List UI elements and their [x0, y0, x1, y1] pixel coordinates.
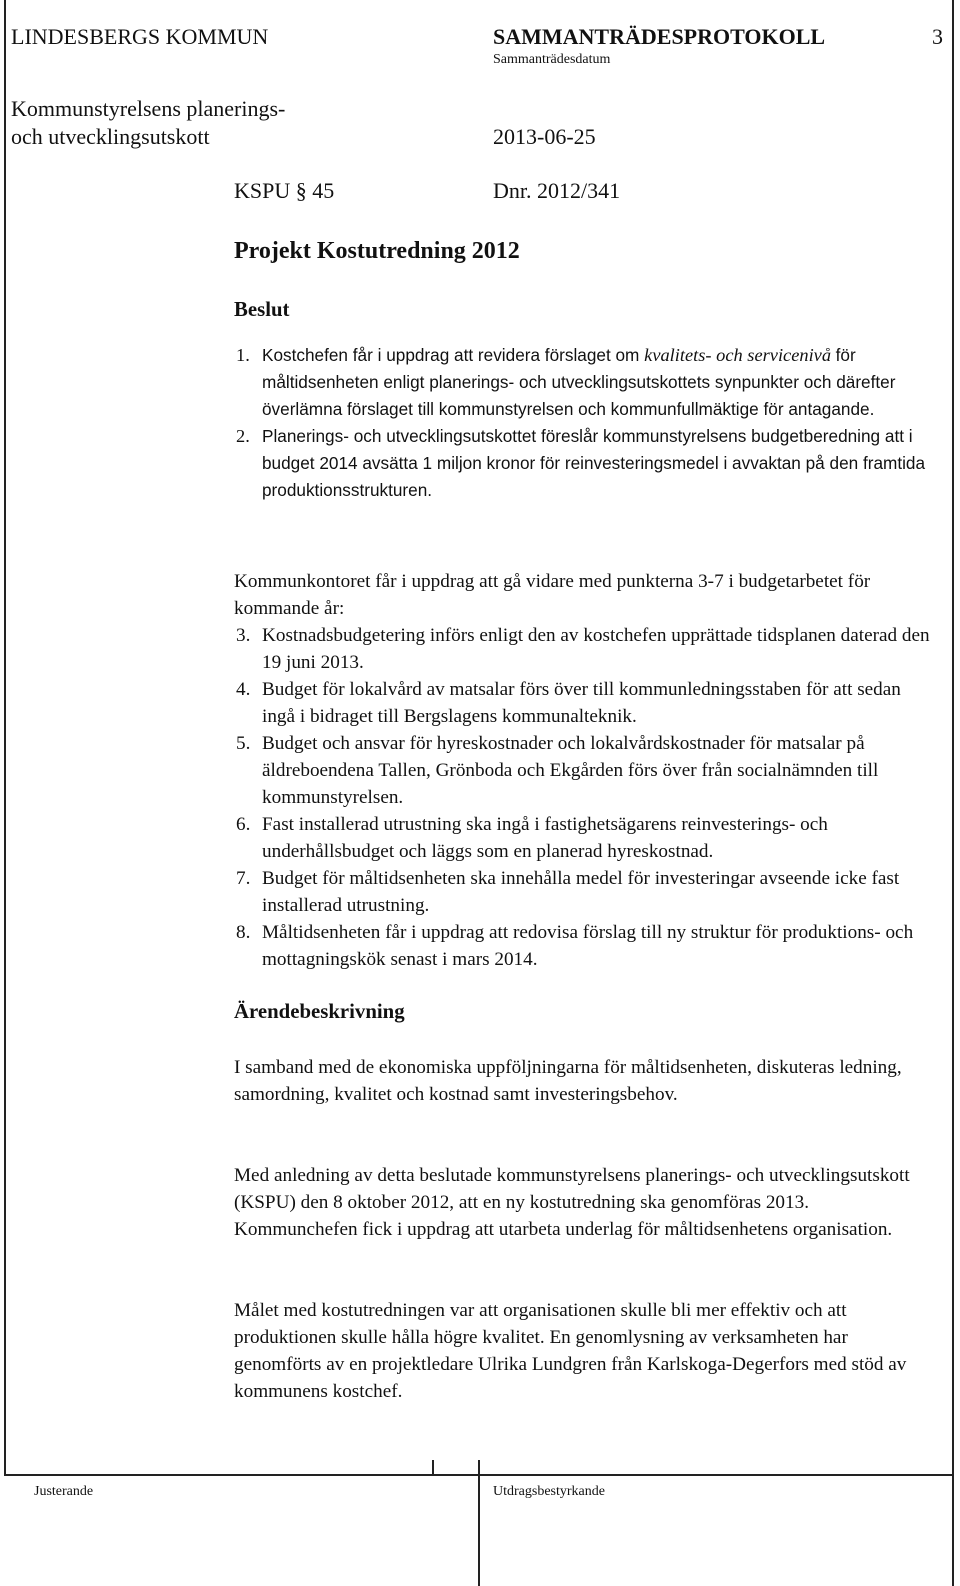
decision-list-top — [236, 342, 936, 504]
meeting-date-label: Sammanträdesdatum — [493, 52, 611, 67]
footer-signed-by-label: Justerande — [34, 1484, 94, 1499]
decision-item-6 — [236, 811, 936, 865]
decision-intro: Kommunkontoret får i uppdrag att gå vidare med punkterna 3-7 i budgetarbetet för kommande år: — [234, 571, 871, 619]
decision-item-text: Måltidsenheten får i uppdrag att redovisa förslag till ny struktur för produktions- och mottagningskök senast i mars 2014. — [262, 922, 914, 970]
description-paragraph-3: Målet med kostutredningen var att organisationen skulle bli mer effektiv och att produktionen skulle hålla högre kvalitet. En genomlysning av verksamheten har genomförts av en projektledare Ulrika Lundgren från Karlskoga-Degerfors med stöd av kommunens kostchef. — [234, 1300, 907, 1402]
decision-item-number: 3. — [236, 625, 251, 646]
decision-item-5 — [236, 730, 936, 811]
decision-item-text: Budget för lokalvård av matsalar förs över till kommunledningsstaben för att sedan ingå i bidraget till Bergslagens kommunalteknik. — [262, 679, 901, 727]
committee-name-line1: Kommunstyrelsens planerings- — [11, 96, 286, 121]
decision-item-text: Budget för måltidsenheten ska innehålla medel för investeringar avseende icke fast installerad utrustning. — [262, 868, 900, 916]
decision-item-number: 7. — [236, 868, 251, 889]
decision-item-number: 1. — [236, 345, 250, 365]
decision-item-text-emphasis: kvalitets- och servicenivå — [644, 345, 832, 365]
decision-item-text-start: Kostchefen får i uppdrag att revidera förslaget om — [262, 345, 645, 365]
decision-item-text: Budget och ansvar för hyreskostnader och lokalvårdskostnader för matsalar på äldreboendena Tallen, Grönboda och Ekgården förs över från socialnämnden till kommunstyrelsen. — [262, 733, 879, 808]
meeting-date: 2013-06-25 — [493, 124, 596, 149]
decision-item-number: 4. — [236, 679, 251, 700]
footer-mid-line — [478, 1460, 480, 1586]
decision-item-number: 5. — [236, 733, 251, 754]
page-title: Projekt Kostutredning 2012 — [234, 238, 520, 264]
decision-item-3 — [236, 622, 936, 676]
decision-item-number: 8. — [236, 922, 251, 943]
decision-item-text: Planerings- och utvecklingsutskottet föreslår kommunstyrelsens budgetberedning att i budget 2014 avsätta 1 miljon kronor för reinvesteringsmedel i avvaktan på den framtida produktionsstrukturen. — [262, 426, 926, 500]
decision-item-8 — [236, 919, 936, 973]
decision-item-number: 2. — [236, 426, 250, 446]
decision-item-4 — [236, 676, 936, 730]
decision-item-7 — [236, 865, 936, 919]
left-border-line — [4, 0, 6, 1474]
right-border-line — [952, 0, 954, 1586]
decision-heading: Beslut — [234, 298, 290, 321]
footer-left-tick — [432, 1460, 434, 1476]
description-paragraph-2: Med anledning av detta beslutade kommunstyrelsens planerings- och utvecklingsutskott (KSPU) den 8 oktober 2012, att en ny kostutredning ska genomföras 2013. Kommunchefen fick i uppdrag att utarbeta underlag för måltidsenhetens organisation. — [234, 1165, 910, 1240]
committee-name-line2: och utvecklingsutskott — [11, 124, 210, 149]
description-paragraph-1: I samband med de ekonomiska uppföljningarna för måltidsenheten, diskuteras ledning, samordning, kvalitet och kostnad samt investeringsbehov. — [234, 1057, 902, 1105]
decision-item-2 — [236, 423, 936, 504]
section-number: KSPU § 45 — [234, 178, 335, 203]
description-heading: Ärendebeskrivning — [234, 1000, 405, 1023]
document-type: SAMMANTRÄDESPROTOKOLL — [493, 24, 826, 49]
decision-item-1 — [236, 342, 936, 423]
diary-number: Dnr. 2012/341 — [493, 178, 621, 203]
footer-certified-by-label: Utdragsbestyrkande — [493, 1484, 605, 1499]
decision-item-text: Kostnadsbudgetering införs enligt den av kostchefen upprättade tidsplanen daterad den 19 juni 2013. — [262, 625, 930, 673]
decision-item-text: Fast installerad utrustning ska ingå i fastighetsägarens reinvesterings- och underhållsbudget och läggs som en planerad hyreskostnad. — [262, 814, 828, 862]
municipality-name: LINDESBERGS KOMMUN — [11, 24, 269, 49]
decision-item-text-end: för måltidsenheten enligt planerings- och utvecklingsutskottets synpunkter och därefter överlämna förslaget till kommunstyrelsen och kommunfullmäktige för antagande. — [262, 345, 896, 419]
decision-list-bottom — [236, 622, 936, 973]
page-number: 3 — [932, 24, 943, 49]
decision-item-number: 6. — [236, 814, 251, 835]
